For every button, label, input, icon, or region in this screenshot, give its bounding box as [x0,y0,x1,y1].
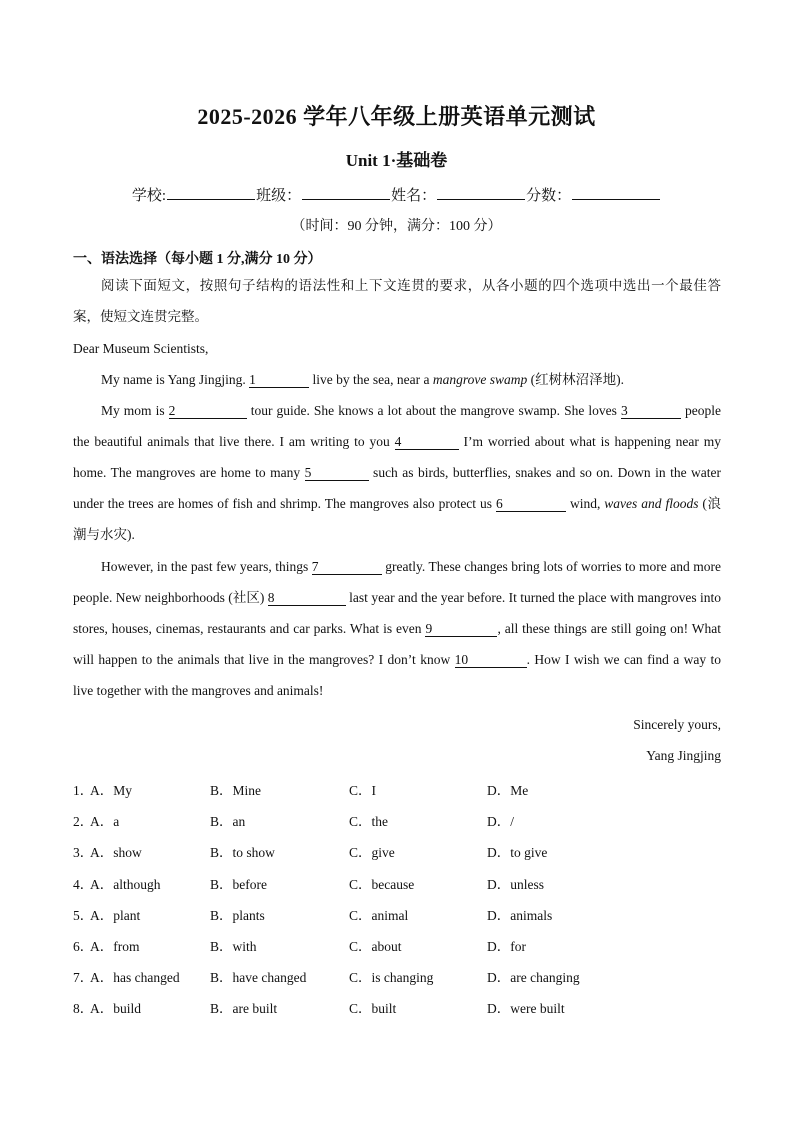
class-blank[interactable] [302,187,390,200]
option-c[interactable]: C．is changing [349,970,434,985]
letter-greeting: Dear Museum Scientists, [73,341,209,356]
time-info: （时间：90 分钟，满分：100 分） [291,219,502,234]
question-number: 4． [73,877,94,892]
name-label: 姓名： [391,188,437,204]
option-a[interactable]: A．has changed [90,970,180,985]
question-number: 6． [73,939,94,954]
option-d[interactable]: D．to give [487,845,548,860]
option-a[interactable]: A．show [90,845,142,860]
option-a[interactable]: A．a [90,814,120,829]
option-a[interactable]: A．plant [90,908,141,923]
option-d[interactable]: D．for [487,939,526,954]
option-b[interactable]: B．before [210,877,267,892]
blank-7: 7 [312,559,382,575]
blank-2: 2 [169,403,247,419]
question-number: 8． [73,1001,94,1016]
option-b[interactable]: B．an [210,814,246,829]
option-d[interactable]: D．were built [487,1001,565,1016]
option-a[interactable]: A．from [90,939,140,954]
option-d[interactable]: D．Me [487,783,529,798]
blank-6: 6 [496,496,566,512]
option-b[interactable]: B．Mine [210,783,262,798]
school-blank[interactable] [167,187,255,200]
student-info-line [0,184,793,205]
option-c[interactable]: C．built [349,1001,397,1016]
option-c[interactable]: C．I [349,783,376,798]
option-a[interactable]: A．My [90,783,133,798]
question-2 [73,810,733,830]
page-subtitle: Unit 1·基础卷 [345,151,448,170]
blank-10: 10 [455,652,527,668]
class-label: 班级： [256,188,302,204]
name-blank[interactable] [437,187,525,200]
blank-8: 8 [268,590,346,606]
option-b[interactable]: B．to show [210,845,275,860]
option-d[interactable]: D．/ [487,814,514,829]
blank-1: 1 [249,372,309,388]
question-4 [73,873,733,893]
option-b[interactable]: B．have changed [210,970,307,985]
question-number: 2． [73,814,94,829]
school-label: 学校: [131,188,167,204]
question-number: 3． [73,845,94,860]
blank-9: 9 [425,621,497,637]
question-6 [73,935,733,955]
letter-closing: Sincerely yours, [633,717,721,732]
section-heading: 一、语法选择（每小题 1 分,满分 10 分） [73,252,322,267]
option-c[interactable]: C．the [349,814,388,829]
option-b[interactable]: B．with [210,939,257,954]
score-blank[interactable] [572,187,660,200]
blank-4: 4 [395,434,459,450]
option-b[interactable]: B．plants [210,908,265,923]
question-1 [73,779,733,799]
blank-3: 3 [621,403,681,419]
question-3 [73,841,733,861]
letter-paragraph-2: My mom is 2 tour guide. She knows a lot about the mangrove swamp. She loves 3 people the beautiful animals that live there. I am writing to you 4 I’m worried about what is happening near my home. The mangroves are home to many 5 such as birds, butterflies, snakes and so on. Down in the water under the trees are homes of fish and shrimp. The mangroves also protect us 6 wind, waves and floods (浪潮与水灾). [73,403,722,542]
option-c[interactable]: C．give [349,845,395,860]
question-number: 5． [73,908,94,923]
section-instruction: 阅读下面短文，按照句子结构的语法性和上下文连贯的要求，从各小题的四个选项中选出一个最佳答案，使短文连贯完整。 [73,278,721,324]
question-number: 7． [73,970,94,985]
option-c[interactable]: C．because [349,877,415,892]
option-d[interactable]: D．animals [487,908,553,923]
option-d[interactable]: D．unless [487,877,544,892]
letter-paragraph-3: However, in the past few years, things 7 greatly. These changes bring lots of worries to more and more people. New neighborhoods (社区) 8 last year and the year before. It turned the place with mangroves into stores, houses, cinemas, restaurants and car parks. What is even 9 , all these things are still going on! What will happen to the animals that live in the mangroves? I don’t know 10 . How I wish we can find a way to live together with the mangroves and animals! [73,559,722,698]
option-b[interactable]: B．are built [210,1001,278,1016]
letter-signature: Yang Jingjing [646,748,721,763]
option-a[interactable]: A．build [90,1001,142,1016]
question-number: 1． [73,783,94,798]
question-7 [73,966,733,986]
question-8 [73,997,733,1017]
option-d[interactable]: D．are changing [487,970,580,985]
blank-5: 5 [305,465,369,481]
option-a[interactable]: A．although [90,877,161,892]
letter-paragraph-1: My name is Yang Jingjing. 1 live by the sea, near a mangrove swamp (红树林沼泽地). [101,372,624,387]
score-label: 分数： [526,188,572,204]
page-title: 2025-2026 学年八年级上册英语单元测试 [197,104,596,129]
question-5 [73,904,733,924]
option-c[interactable]: C．about [349,939,402,954]
option-c[interactable]: C．animal [349,908,409,923]
